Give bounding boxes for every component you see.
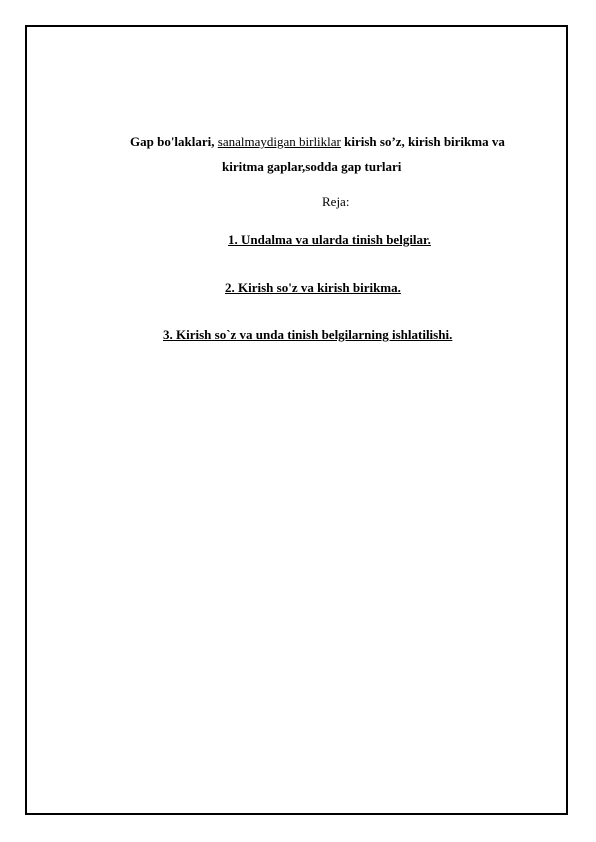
plan-item-3: 3. Kirish so`z va unda tinish belgilarning ishlatilishi. bbox=[163, 327, 453, 342]
title-suffix: kirish so’z, kirish birikma va bbox=[340, 134, 505, 149]
title-line-1 bbox=[130, 129, 505, 154]
title-prefix: Gap bo'laklari, bbox=[130, 134, 218, 149]
plan-label: Reja: bbox=[322, 194, 350, 209]
title-underlined-phrase: sanalmaydigan birliklar bbox=[217, 134, 341, 149]
plan-item-2: 2. Kirish so'z va kirish birikma. bbox=[225, 280, 401, 295]
plan-item-1: 1. Undalma va ularda tinish belgilar. bbox=[228, 232, 431, 247]
title-line-2: kiritma gaplar,sodda gap turlari bbox=[222, 159, 402, 174]
